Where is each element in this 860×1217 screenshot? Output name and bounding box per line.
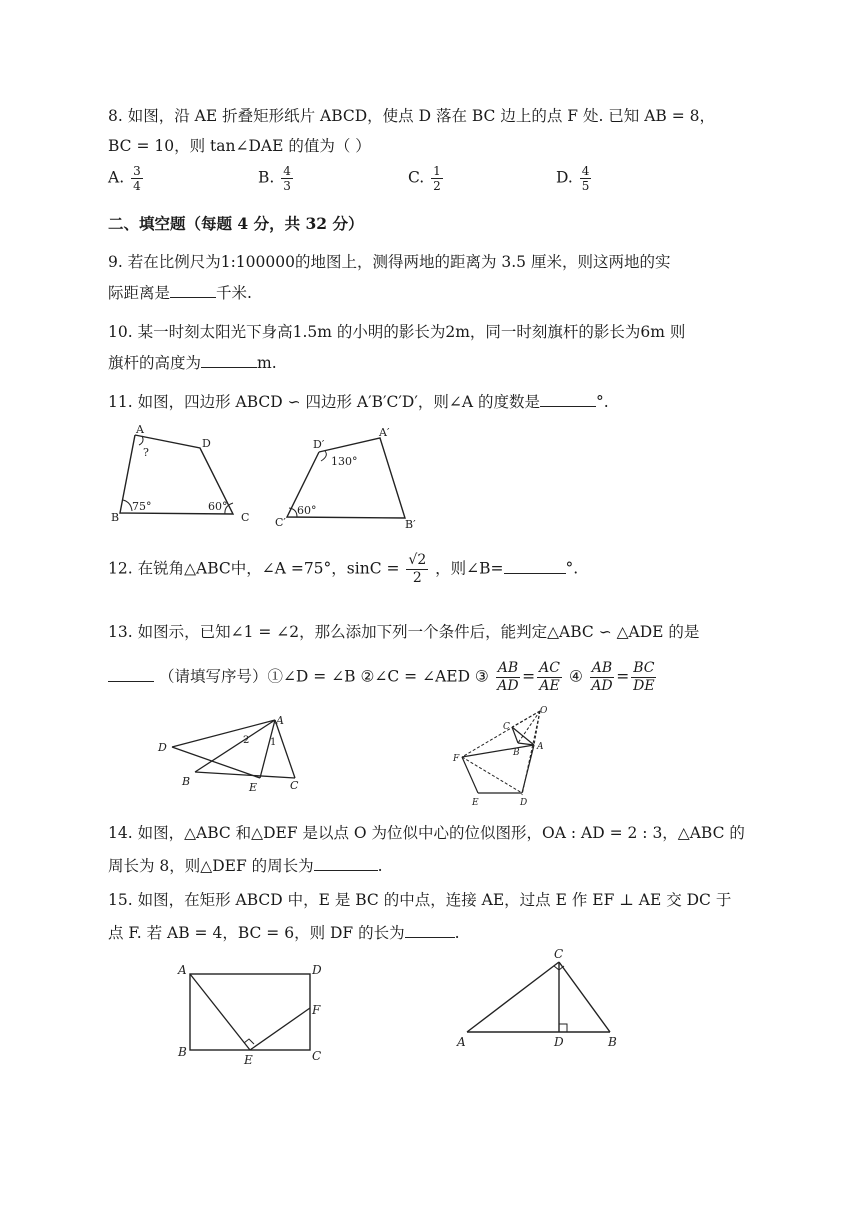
- q15-f1-label-d: D: [312, 963, 322, 977]
- q9-line2: 际距离是 千米.: [108, 284, 252, 302]
- q8-line2: BC = 10，则 tan∠DAE 的值为（ ）: [108, 137, 371, 155]
- q10-line2: 旗杆的高度为 m.: [108, 354, 277, 372]
- q13-f2-label-c: C: [503, 722, 510, 732]
- q15-f1-label-f: F: [312, 1003, 321, 1017]
- q13-f1-label-d: D: [158, 741, 167, 754]
- q15-line2: 点 F. 若 AB = 4，BC = 6，则 DF 的长为 .: [108, 924, 460, 942]
- q8-option-a: A. $\frac{3}{4}$: [108, 164, 141, 193]
- q13-f1-angle-1: 1: [270, 737, 277, 748]
- q15-f1-label-b: B: [178, 1045, 187, 1059]
- q11-f1-angle-b: 75°: [132, 500, 152, 513]
- q8-option-b: B. $\frac{4}{3}$: [258, 164, 291, 193]
- q13-f2-label-d: D: [520, 798, 528, 808]
- q8-option-d: D. $\frac{4}{5}$: [556, 164, 590, 193]
- q15-f1-label-a: A: [178, 963, 187, 977]
- q11-f2-label-c: C′: [275, 516, 286, 529]
- q13-figure-1: [150, 712, 330, 802]
- q15-f2-label-a: A: [457, 1035, 466, 1049]
- q13-f1-label-e: E: [249, 781, 258, 794]
- q11-f2-angle-d: 130°: [331, 455, 358, 468]
- q15-figure-right-triangle: [455, 944, 635, 1054]
- q13-f1-label-a: A: [276, 714, 284, 727]
- q11-f2-label-a: A′: [379, 426, 390, 439]
- q11-f2-label-d: D′: [313, 438, 325, 451]
- q13-f1-label-c: C: [290, 779, 299, 792]
- q13-f2-label-o: O: [540, 706, 548, 716]
- q13-f2-label-e: E: [472, 798, 479, 808]
- q11-f1-label-a: A: [136, 423, 144, 436]
- q11-figure-abcd: [105, 420, 265, 530]
- q13-f2-label-f: F: [453, 754, 460, 764]
- q13-f2-label-a: A: [537, 742, 544, 752]
- q11-f1-question: ?: [143, 446, 149, 459]
- q13-line1: 13. 如图示，已知∠1 = ∠2，那么添加下列一个条件后，能判定△ABC ∽ △ADE 的是: [108, 623, 700, 641]
- q11-f1-label-c: C: [241, 511, 250, 524]
- q15-f1-label-c: C: [312, 1049, 322, 1063]
- q12-line: 12. 在锐角△ABC中，∠A =75°，sinC = $\frac{√2}{2}$ ，则∠B= °.: [108, 552, 579, 586]
- q8-option-c: C. $\frac{1}{2}$: [408, 164, 441, 193]
- q10-line1: 10. 某一时刻太阳光下身高1.5m 的小明的影长为2m，同一时刻旗杆的影长为6m 则: [108, 323, 686, 341]
- q11-f1-label-b: B: [111, 511, 120, 524]
- q13-f2-label-b: B: [513, 748, 520, 758]
- q14-line2: 周长为 8，则△DEF 的周长为 .: [108, 857, 383, 875]
- q15-f2-label-d: D: [554, 1035, 564, 1049]
- q11-line1: 11. 如图，四边形 ABCD ∽ 四边形 A′B′C′D′，则∠A 的度数是 °.: [108, 393, 609, 411]
- q11-f1-angle-c: 60°: [208, 500, 228, 513]
- q11-f2-angle-c: 60°: [297, 504, 317, 517]
- q11-f2-label-b: B′: [405, 518, 416, 530]
- q13-figure-2: [450, 705, 570, 810]
- section-2-heading: 二、填空题（每题 4 分，共 32 分）: [108, 214, 364, 233]
- q11-f1-label-d: D: [202, 437, 211, 450]
- q14-line1: 14. 如图，△ABC 和△DEF 是以点 O 为位似中心的位似图形，OA : AD = 2 : 3，△ABC 的: [108, 824, 745, 842]
- q15-figure-rectangle: [170, 958, 330, 1068]
- q11-figure-a1b1c1d1: [275, 420, 435, 530]
- q13-f1-angle-2: 2: [243, 735, 250, 746]
- q13-f1-label-b: B: [182, 775, 191, 788]
- q13-line2: （请填写序号）①∠D = ∠B ②∠C = ∠AED ③ $\frac{AB}{AD}$ = $\frac{AC}{AE}$ ④ $\frac{AB}{AD}$ = $\frac{BC}{DE}$: [108, 660, 658, 700]
- q15-f1-label-e: E: [244, 1053, 253, 1067]
- q8-line1: 8. 如图，沿 AE 折叠矩形纸片 ABCD，使点 D 落在 BC 边上的点 F 处. 已知 AB = 8，: [108, 107, 716, 125]
- q9-line1: 9. 若在比例尺为1:100000的地图上，测得两地的距离为 3.5 厘米，则这两地的实: [108, 253, 671, 271]
- q15-line1: 15. 如图，在矩形 ABCD 中，E 是 BC 的中点，连接 AE，过点 E 作 EF ⊥ AE 交 DC 于: [108, 891, 732, 909]
- q15-f2-label-b: B: [608, 1035, 617, 1049]
- q15-f2-label-c: C: [554, 947, 564, 961]
